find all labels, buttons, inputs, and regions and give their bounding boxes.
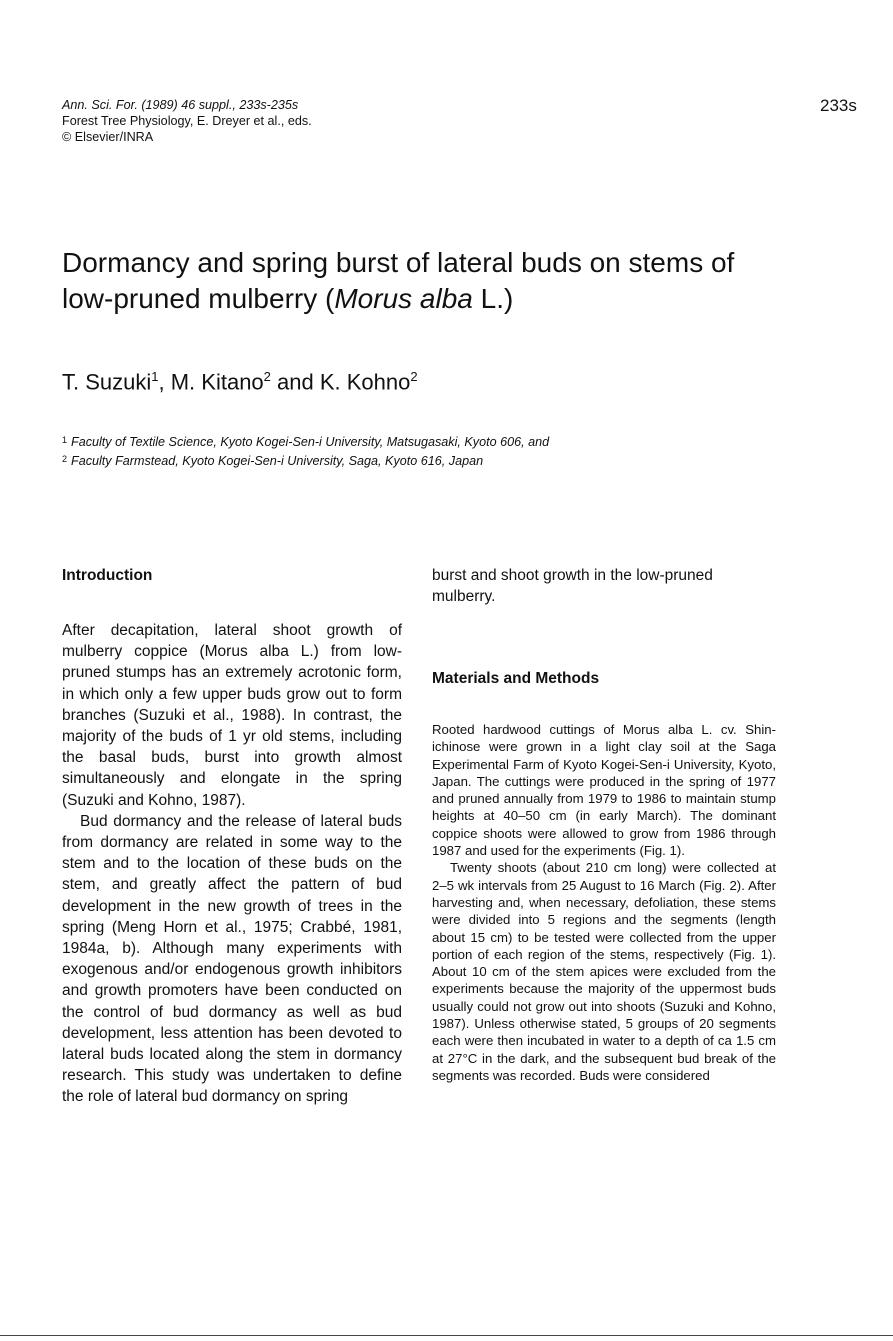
affiliation-2 — [62, 451, 549, 470]
copyright-line: © Elsevier/INRA — [62, 130, 154, 144]
author-1-affil: 1 — [151, 369, 159, 384]
author-list — [62, 369, 418, 395]
introduction-body — [62, 620, 402, 1108]
introduction-heading: Introduction — [62, 567, 153, 584]
title-line-2 — [62, 281, 822, 317]
title-species: Morus alba — [334, 283, 473, 314]
intro-paragraph-2: Bud dormancy and the release of lateral buds from dormancy are related in some way to the stem and to the location of these buds on the stem, and greatly affect the pattern of bud development in the new growth of trees in the spring (Meng Horn et al., 1975; Crabbé, 1981, 1984a, b). Although many experiments with exogenous and/or endogenous growth inhibitors and growth promoters have been conducted on the control of bud dormancy as well as bud development, less attention has been devoted to lateral buds located along the stem in dormancy research. This study was undertaken to define the role of lateral bud dormancy on spring — [62, 812, 402, 1106]
paper-title — [62, 245, 822, 317]
bottom-rule — [0, 1335, 893, 1336]
affiliation-1-text: Faculty of Textile Science, Kyoto Kogei-Sen-i University, Matsugasaki, Kyoto 606, and — [71, 435, 550, 449]
methods-paragraph-1: Rooted hardwood cuttings of Morus alba L. cv. Shin-ichinose were grown in a light clay soil at the Saga Experimental Farm of Kyoto Kogei-Sen-i University, Kyoto, Japan. The cuttings were produced in the spring of 1977 and pruned annually from 1979 to 1986 to maintain stump heights at 40–50 cm (in early March). The dominant coppice shoots were allowed to grow from 1986 through 1987 and used for the experiments (Fig. 1). — [432, 722, 776, 859]
introduction-continuation — [432, 565, 776, 607]
author-3: K. Kohno — [319, 369, 411, 395]
book-citation: Forest Tree Physiology, E. Dreyer et al., eds. — [62, 114, 312, 128]
affiliation-2-text: Faculty Farmstead, Kyoto Kogei-Sen-i University, Saga, Kyoto 616, Japan — [71, 454, 484, 468]
author-separator: , — [158, 369, 171, 395]
methods-body — [432, 721, 776, 1084]
affiliation-1-marker: 1 — [62, 435, 68, 445]
running-header — [62, 97, 312, 145]
affiliation-2-marker: 2 — [62, 454, 68, 464]
title-line-1: Dormancy and spring burst of lateral buds on stems of — [62, 247, 735, 278]
methods-heading: Materials and Methods — [432, 670, 600, 687]
affiliation-1 — [62, 432, 549, 451]
journal-citation: Ann. Sci. For. (1989) 46 suppl., 233s-235s — [62, 98, 299, 112]
author-2-affil: 2 — [263, 369, 271, 384]
author-1: T. Suzuki — [62, 369, 152, 395]
affiliations — [62, 432, 549, 470]
title-line-2-pre: low-pruned mulberry ( — [62, 283, 335, 314]
intro-paragraph-1: After decapitation, lateral shoot growth of mulberry coppice (Morus alba L.) from low-pruned stumps has an extremely acrotonic form, in which only a few upper buds grow out to form branches (Suzuki et al., 1988). In contrast, the majority of the buds of 1 yr old stems, including the basal buds, burst into growth almost simultaneously and elongate in the spring (Suzuki and Kohno, 1987). — [62, 622, 402, 809]
page-number: 233s — [820, 96, 857, 115]
title-line-2-post: L.) — [472, 283, 514, 314]
author-3-affil: 2 — [410, 369, 418, 384]
author-2: M. Kitano — [170, 369, 264, 395]
intro-continued-text: burst and shoot growth in the low-pruned mulberry. — [432, 567, 713, 606]
methods-paragraph-2: Twenty shoots (about 210 cm long) were collected at 2–5 wk intervals from 25 August to 16 March (Fig. 2). After harvesting and, when necessary, defoliation, these stems were divided into 5 regions and the segments (length about 15 cm) to be tested were collected from the upper portion of each region of the stems, respectively (Fig. 1). About 10 cm of the stem apices were excluded from the experiments because the majority of the uppermost buds usually could not grow out into shoots (Suzuki and Kohno, 1987). Unless otherwise stated, 5 groups of 20 segments each were then incubated in water to a depth of ca 1.5 cm at 27°C in the dark, and the subsequent bud break of the segments was recorded. Buds were considered — [432, 860, 776, 1083]
author-and: and — [270, 369, 320, 395]
